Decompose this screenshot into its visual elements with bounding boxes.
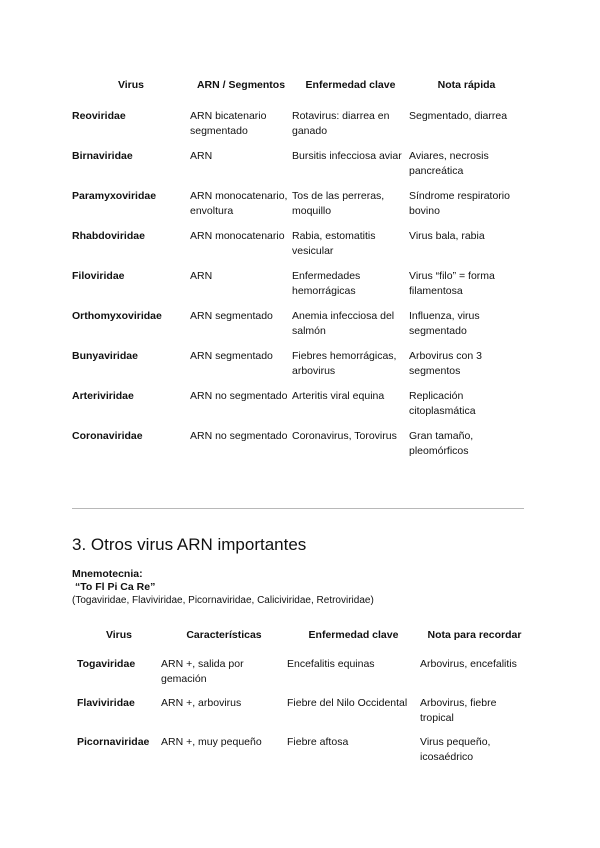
column-header: Características [186, 629, 262, 641]
virus-cell: Rhabdoviridae [72, 230, 145, 242]
table-row [72, 349, 524, 389]
table-row [72, 149, 524, 189]
virus-cell: Picornaviridae [77, 736, 150, 748]
mnemonic-families: (Togaviridae, Flaviviridae, Picornaviridae, Caliciviridae, Retroviridae) [72, 595, 374, 606]
table-row [72, 109, 524, 149]
arn-cell: ARN monocatenario, envoltura [190, 190, 288, 217]
note-cell: Síndrome respiratorio bovino [409, 190, 510, 217]
table-row [77, 735, 529, 774]
note-cell: Virus bala, rabia [409, 230, 485, 242]
features-cell: ARN +, salida por gemación [161, 658, 244, 685]
disease-cell: Tos de las perreras, moquillo [292, 190, 385, 217]
note-cell: Aviares, necrosis pancreática [409, 150, 489, 177]
virus-cell: Paramyxoviridae [72, 190, 157, 202]
virus-cell: Reoviridae [72, 110, 126, 122]
disease-cell: Rabia, estomatitis vesicular [292, 230, 376, 257]
disease-cell: Anemia infecciosa del salmón [292, 310, 395, 337]
features-cell: ARN +, muy pequeño [161, 736, 262, 748]
virus-cell: Flaviviridae [77, 697, 135, 709]
table-header-row [72, 78, 524, 109]
note-cell: Virus pequeño, icosaédrico [420, 736, 491, 763]
table-row [72, 269, 524, 309]
disease-cell: Encefalitis equinas [287, 658, 375, 670]
mnemonic-phrase: “To Fl Pi Ca Re” [75, 581, 156, 593]
column-header: Nota para recordar [427, 629, 522, 641]
column-header: Enfermedad clave [305, 79, 396, 91]
table-row [77, 696, 529, 735]
section-divider [72, 508, 524, 509]
disease-cell: Fiebre aftosa [287, 736, 349, 748]
virus-cell: Coronaviridae [72, 430, 143, 442]
disease-cell: Rotavirus: diarrea en ganado [292, 110, 390, 137]
arn-cell: ARN monocatenario [190, 230, 285, 242]
virus-cell: Orthomyxoviridae [72, 310, 162, 322]
column-header: Nota rápida [437, 79, 496, 91]
virus-cell: Bunyaviridae [72, 350, 138, 362]
section-title: 3. Otros virus ARN importantes [72, 535, 307, 554]
mnemonic-block [72, 568, 532, 607]
column-header: Virus [117, 79, 145, 91]
virus-cell: Togaviridae [77, 658, 136, 670]
disease-cell: Coronavirus, Torovirus [292, 430, 397, 442]
arn-virus-table [72, 78, 524, 469]
other-arn-virus-table [77, 628, 529, 774]
note-cell: Arbovirus con 3 segmentos [409, 350, 482, 377]
virus-cell: Birnaviridae [72, 150, 133, 162]
table-row [72, 389, 524, 429]
note-cell: Gran tamaño, pleomórficos [409, 430, 474, 457]
table-row [72, 429, 524, 469]
table-row [72, 189, 524, 229]
note-cell: Replicación citoplasmática [409, 390, 476, 417]
arn-cell: ARN [190, 150, 213, 162]
column-header: ARN / Segmentos [196, 79, 286, 91]
arn-cell: ARN segmentado [190, 310, 273, 322]
table-header-row [77, 628, 529, 657]
virus-cell: Arteriviridae [72, 390, 134, 402]
note-cell: Influenza, virus segmentado [409, 310, 480, 337]
virus-cell: Filoviridae [72, 270, 125, 282]
arn-cell: ARN no segmentado [190, 430, 288, 442]
disease-cell: Arteritis viral equina [292, 390, 385, 402]
arn-cell: ARN no segmentado [190, 390, 288, 402]
note-cell: Arbovirus, encefalitis [420, 658, 517, 670]
features-cell: ARN +, arbovirus [161, 697, 242, 709]
disease-cell: Fiebres hemorrágicas, arbovirus [292, 350, 397, 377]
arn-cell: ARN segmentado [190, 350, 273, 362]
disease-cell: Bursitis infecciosa aviar [292, 150, 402, 162]
table-row [72, 309, 524, 349]
note-cell: Virus “filo” = forma filamentosa [409, 270, 495, 297]
arn-cell: ARN bicatenario segmentado [190, 110, 267, 137]
disease-cell: Enfermedades hemorrágicas [292, 270, 361, 297]
table-row [77, 657, 529, 696]
table-row [72, 229, 524, 269]
arn-cell: ARN [190, 270, 213, 282]
column-header: Virus [105, 629, 133, 641]
disease-cell: Fiebre del Nilo Occidental [287, 697, 408, 709]
mnemonic-label: Mnemotecnia: [72, 568, 143, 580]
note-cell: Arbovirus, fiebre tropical [420, 697, 497, 724]
note-cell: Segmentado, diarrea [409, 110, 508, 122]
column-header: Enfermedad clave [308, 629, 399, 641]
